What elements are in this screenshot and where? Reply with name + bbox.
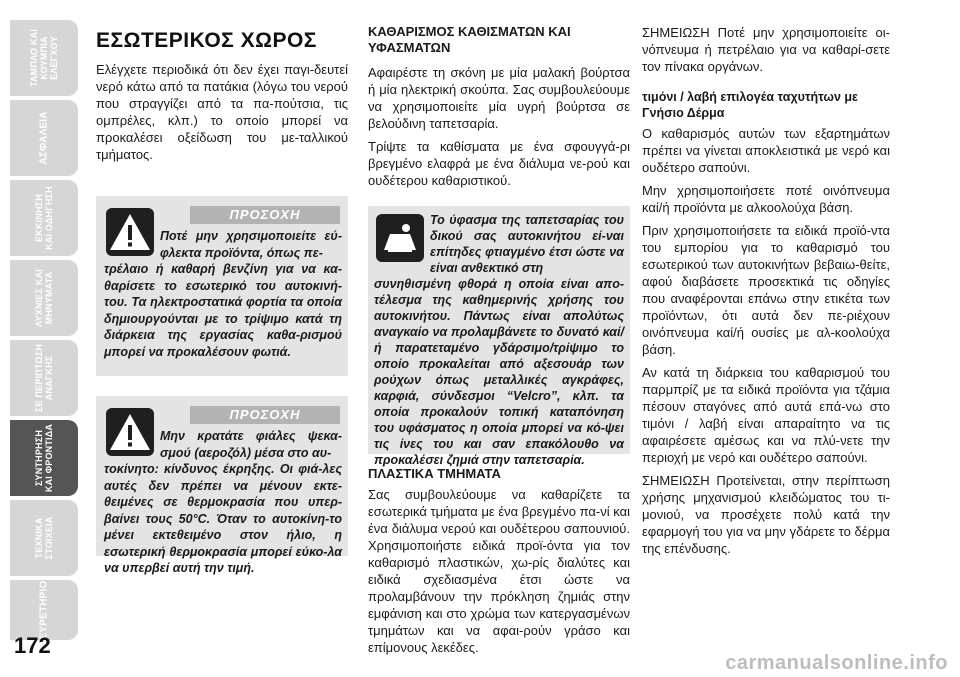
upholstery-note-box (368, 206, 630, 467)
column-1 (96, 24, 348, 169)
warning-box-aerosol (96, 396, 348, 575)
tab-label: ΑΣΦΑΛΕΙΑ (38, 111, 50, 165)
plastics-heading: ΠΛΑΣΤΙΚΑ ΤΜΗΜΑΤΑ (368, 466, 501, 481)
tab-lights-messages[interactable] (10, 260, 78, 336)
column-2 (368, 24, 630, 195)
section-tabs (0, 0, 80, 677)
plastics-section (368, 466, 630, 656)
page-number: 172 (14, 633, 51, 658)
leather-paragraph-1: Ο καθαρισμός αυτών των εξαρτημάτων πρέπει να γίνεται αποκλειστικά με νερό και ουδέτερο σαπούνι. (642, 126, 890, 175)
tab-label: ΛΥΧΝΙΕΣ ΚΑΙ ΜΗΝΥΜΑΤΑ (34, 269, 54, 327)
tab-safety[interactable] (10, 100, 78, 176)
tab-maintenance[interactable] (10, 420, 78, 496)
warning-text-body: τοκίνητο: κίνδυνος έκρηξης. Οι φιά-λες αυτές δεν πρέπει να μένουν εκτε-θειμένες σε θερμοκρασία που υπερ-βαίνει τους 50°C. Όταν το αυτοκίνη-το μένει εκτεθειμένο στον ήλιο, η εσωτερική θερμοκρασία μπορεί εύκο-λα να υπερβεί αυτή την τιμή. (104, 462, 342, 575)
seats-heading: ΚΑΘΑΡΙΣΜΟΣ ΚΑΘΙΣΜΑΤΩΝ ΚΑΙ ΥΦΑΣΜΑΤΩΝ (368, 24, 571, 55)
note-steering-lock: ΣΗΜΕΙΩΣΗ Προτείνεται, στην περίπτωση χρήσης μηχανισμού κλειδώματος του τι-μονιού, να προσέχετε πολύ κατά την εφαρμογή του για να μην γδάρετε το δέρμα της επένδυσης. (642, 473, 890, 556)
seats-paragraph-1: Αφαιρέστε τη σκόνη με μία μαλακή βούρτσα ή μία ηλεκτρική σκούπα. Σας συμβουλεύουμε να χρησιμοποιείτε μία υγρή βούρτσα σε βελούδινη ταπετσαρία. (368, 65, 630, 131)
note-dashboard: ΣΗΜΕΙΩΣΗ Ποτέ μην χρησιμοποιείτε οι-νόπνευμα ή πετρέλαιο για να καθαρί-σετε τον πίνακα οργάνων. (642, 25, 890, 74)
tab-label: ΤΑΜΠΛΟ ΚΑΙ ΚΟΥΜΠΙΑ ΕΛΕΓΧΟΥ (29, 28, 59, 88)
tab-emergency[interactable] (10, 340, 78, 416)
tab-label: ΕΚΚΙΝΗΣΗ ΚΑΙ ΟΔΗΓΗΣΗ (34, 186, 54, 250)
tab-label: ΣΕ ΠΕΡΙΠΤΩΣΗ ΑΝΑΓΚΗΣ (34, 343, 54, 413)
warning-badge: ΠΡΟΣΟΧΗ (190, 206, 340, 224)
tab-technical-data[interactable] (10, 500, 78, 576)
leather-paragraph-4: Αν κατά τη διάρκεια του καθαρισμού του παρμπρίζ με τα ειδικά προϊόντα για τζάμια πέσουν σταγόνες από αυτά επά-νω στο τιμόνι / λαβή είναι απαραίτητο να τις αφαιρέσετε αμέσως και να πλύ-νετε την περιοχή με νερό και ουδέτερο σαπούνι. (642, 365, 890, 465)
tab-dashboard[interactable] (10, 20, 78, 96)
interior-paragraph: Ελέγχετε περιοδικά ότι δεν έχει παγι-δευτεί νερό κάτω από τα πατάκια (λόγω του νερού που στραγγίζει από τα πα-πούτσια, τις ομπρέλες, κλπ.) το οποίο μπορεί να προκαλέσει οξείδωση του με-ταλλικού τμήματος. (96, 62, 348, 162)
tab-label: ΕΥΡΕΤΗΡΙΟ (38, 580, 50, 640)
warning-badge: ΠΡΟΣΟΧΗ (190, 406, 340, 424)
warning-text-body: τρέλαιο ή καθαρή βενζίνη για να κα-θαρίσετε το εσωτερικό του αυτοκινή-του. Τα ηλεκτροστατικά φορτία τα οποία δημιουργούνται με το τρίψιμο κατά τη διάρκεια της εργασίας καθα-ρισμού μπορεί να προκαλέσουν φωτιά. (104, 262, 342, 359)
warning-text-head: Μην κρατάτε φιάλες ψεκα-σμού (αεροζόλ) μέσα στο αυ- (160, 429, 342, 460)
page-title: ΕΣΩΤΕΡΙΚΟΣ ΧΩΡΟΣ (96, 29, 317, 52)
warning-text-head: Ποτέ μην χρησιμοποιείτε εύ-φλεκτα προϊόντα, όπως πε- (160, 229, 342, 260)
note-text-head: Το ύφασμα της ταπετσαρίας του δικού σας αυτοκινήτου εί-ναι επίτηδες φτιαγμένο έτσι ώστε να είναι ανθεκτικό στη (430, 213, 624, 275)
tab-label: ΣΥΝΤΗΡΗΣΗ ΚΑΙ ΦΡΟΝΤΙΔΑ (34, 423, 54, 493)
seats-paragraph-2: Τρίψτε τα καθίσματα με ένα σφουγγά-ρι βρεγμένο ελαφρά με ένα διάλυμα νε-ρού και ουδέτερου καθαριστικού. (368, 139, 630, 188)
tab-starting-driving[interactable] (10, 180, 78, 256)
note-text-body: συνηθισμένη φθορά η οποία είναι απο-τέλεσμα της καθημερινής χρήσης του αυτοκινήτου. Πάντως είναι απολύτως αναγκαίο να προλαμβάνετε το δυνατό καί/ή παρατεταμένο γδάρσιμο/τρίψιμο το οποίο προκαλείται από αξεσουάρ των ρούχων όπως μεταλλικές αγκράφες, καρφιά, σύνδεσμοι “Velcro”, κλπ. τα οποία προκαλούν τοπική καταπόνηση του υφάσματος η οποία μπορεί να κό-ψει τις ίνες του και σαν επακόλουθο να προκαλέσει ζημιά στην ταπετσαρία. (374, 277, 624, 467)
leather-subheading: τιμόνι / λαβή επιλογέα ταχυτήτων με Γνήσιο Δέρμα (642, 90, 858, 120)
leather-paragraph-2: Μην χρησιμοποιήσετε ποτέ οινόπνευμα καί/ή προϊόντα με αλκοολούχα βάση. (642, 183, 890, 215)
tab-index[interactable] (10, 580, 78, 640)
column-3 (642, 24, 890, 563)
leather-paragraph-3: Πριν χρησιμοποιήσετε τα ειδικά προϊό-ντα του εμπορίου για το καθαρισμό του εσωτερικού των αυτοκινήτων βεβαιω-θείτε, αφού διαβάσετε προσεκτικά τις οδηγίες που αναφέρονται επάνω στην ετικέτα των προϊόντων, ότι αυτά δεν πε-ριέχουν οινόπνευμα καί/ή ουσίες με αλ-κοολούχα βάση. (642, 223, 890, 357)
tab-label: ΤΕΧΝΙΚΑ ΣΤΟΙΧΕΙΑ (34, 516, 54, 560)
warning-box-flammable (96, 196, 348, 376)
plastics-paragraph: Σας συμβουλεύουμε να καθαρίζετε τα εσωτερικά τμήματα με ένα βρεγμένο πα-νί και ένα διάλυμα νερού και ουδέτερου σαπουνιού. Χρησιμοποιήστε ειδικά προϊ-όντα για τον καθαρισμό πλαστικών, χω-ρίς διαλύτες και ειδικά σχεδιασμένα έτσι ώστε να προλαμβάνουν την πρόκληση ζημιάς στην εμφάνιση και στο χρώμα των κατεργασμένων τμημάτων και να αφαι-ρούν γράσο και επίμονους λεκέδες. (368, 487, 630, 655)
watermark: carmanualsonline.info (725, 652, 948, 674)
